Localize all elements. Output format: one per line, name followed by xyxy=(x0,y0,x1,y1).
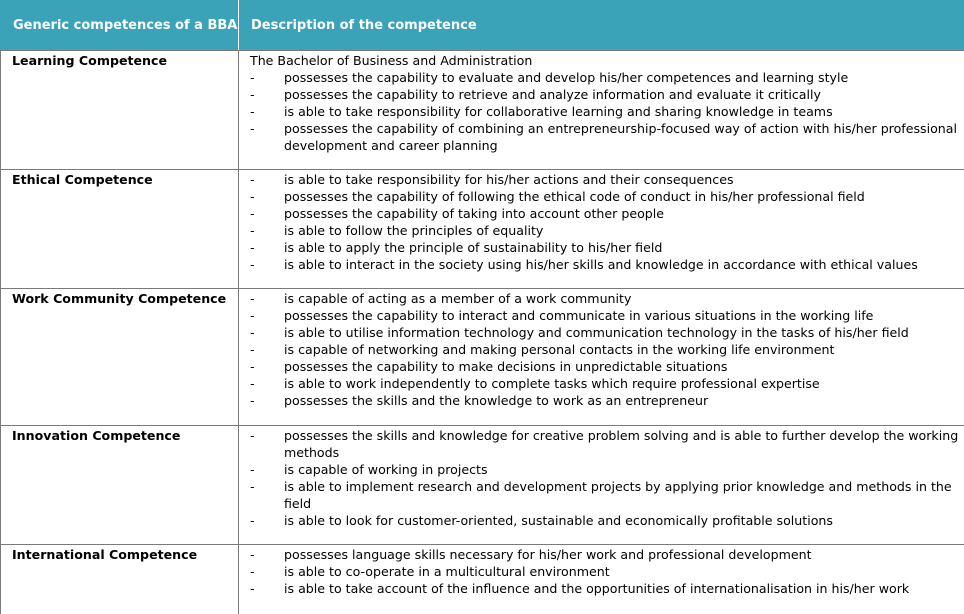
bullet-dash: - xyxy=(250,223,255,238)
list-item-text: is capable of networking and making personal contacts in the working life environment xyxy=(284,342,835,357)
list-item xyxy=(250,392,960,409)
list-item xyxy=(250,86,960,103)
bullet-dash: - xyxy=(250,189,255,204)
table-row xyxy=(1,545,964,614)
list-item xyxy=(250,580,960,597)
list-item xyxy=(250,120,960,154)
list-item-text: possesses the skills and the knowledge to work as an entrepreneur xyxy=(284,393,709,408)
list-item xyxy=(250,205,960,222)
list-item xyxy=(250,103,960,120)
header-row xyxy=(1,0,964,51)
bullet-dash: - xyxy=(250,376,255,391)
competence-description xyxy=(239,426,964,545)
bullet-dash: - xyxy=(250,70,255,85)
list-item-text: possesses the capability of taking into account other people xyxy=(284,206,665,221)
description-list xyxy=(250,69,960,154)
competence-name: Learning Competence xyxy=(1,51,239,170)
competence-name: Work Community Competence xyxy=(1,289,239,426)
list-item xyxy=(250,358,960,375)
list-item-text: possesses the capability of combining an entrepreneurship-focused way of action with his/her professional development and career planning xyxy=(284,121,957,153)
list-item-text: possesses the capability to interact and communicate in various situations in the working life xyxy=(284,308,874,323)
list-item-text: is able to interact in the society using his/her skills and knowledge in accordance with ethical values xyxy=(284,257,918,272)
list-item xyxy=(250,461,960,478)
bullet-dash: - xyxy=(250,581,255,596)
bullet-dash: - xyxy=(250,240,255,255)
list-item xyxy=(250,512,960,529)
bullet-dash: - xyxy=(250,121,255,136)
description-list xyxy=(250,546,960,597)
bullet-dash: - xyxy=(250,359,255,374)
bullet-dash: - xyxy=(250,257,255,272)
list-item xyxy=(250,239,960,256)
list-item xyxy=(250,427,960,461)
bullet-dash: - xyxy=(250,291,255,306)
list-item-text: is able to co-operate in a multicultural environment xyxy=(284,564,610,579)
header-description: Description of the competence xyxy=(239,0,964,51)
list-item xyxy=(250,290,960,307)
list-item-text: is able to apply the principle of sustainability to his/her field xyxy=(284,240,663,255)
list-item-text: possesses the capability to retrieve and analyze information and evaluate it critically xyxy=(284,87,821,102)
bullet-dash: - xyxy=(250,308,255,323)
bullet-dash: - xyxy=(250,87,255,102)
list-item-text: possesses language skills necessary for his/her work and professional development xyxy=(284,547,812,562)
list-item xyxy=(250,188,960,205)
competence-description xyxy=(239,289,964,426)
list-item-text: is able to take responsibility for his/her actions and their consequences xyxy=(284,172,734,187)
table-row xyxy=(1,170,964,289)
list-item-text: is able to implement research and development projects by applying prior knowledge and methods in the field xyxy=(284,479,952,511)
bullet-dash: - xyxy=(250,428,255,443)
list-item-text: is able to take responsibility for collaborative learning and sharing knowledge in teams xyxy=(284,104,833,119)
header-generic-competences: Generic competences of a BBA xyxy=(1,0,239,51)
list-item-text: possesses the capability to evaluate and develop his/her competences and learning style xyxy=(284,70,849,85)
competence-description xyxy=(239,170,964,289)
description-list xyxy=(250,171,960,273)
list-item-text: is able to take account of the influence and the opportunities of internationalisation in his/her work xyxy=(284,581,910,596)
list-item-text: is able to utilise information technology and communication technology in the tasks of his/her field xyxy=(284,325,909,340)
table-body xyxy=(1,51,964,614)
bullet-dash: - xyxy=(250,325,255,340)
list-item-text: possesses the capability of following the ethical code of conduct in his/her professional field xyxy=(284,189,865,204)
table-row xyxy=(1,426,964,545)
list-item-text: is able to work independently to complete tasks which require professional expertise xyxy=(284,376,820,391)
bullet-dash: - xyxy=(250,462,255,477)
bullet-dash: - xyxy=(250,172,255,187)
table-row xyxy=(1,289,964,426)
description-list xyxy=(250,290,960,409)
bullet-dash: - xyxy=(250,513,255,528)
list-item xyxy=(250,171,960,188)
list-item xyxy=(250,375,960,392)
competence-name: International Competence xyxy=(1,545,239,614)
bullet-dash: - xyxy=(250,393,255,408)
table-row xyxy=(1,51,964,170)
list-item xyxy=(250,341,960,358)
bullet-dash: - xyxy=(250,564,255,579)
list-item xyxy=(250,478,960,512)
competence-description xyxy=(239,545,964,614)
list-item-text: possesses the capability to make decisions in unpredictable situations xyxy=(284,359,728,374)
list-item-text: is capable of acting as a member of a work community xyxy=(284,291,632,306)
list-item-text: possesses the skills and knowledge for creative problem solving and is able to further develop the working methods xyxy=(284,428,959,460)
list-item xyxy=(250,307,960,324)
table-header xyxy=(1,0,964,51)
competence-name: Ethical Competence xyxy=(1,170,239,289)
competence-name: Innovation Competence xyxy=(1,426,239,545)
bullet-dash: - xyxy=(250,479,255,494)
list-item xyxy=(250,256,960,273)
list-item xyxy=(250,563,960,580)
list-item xyxy=(250,69,960,86)
bullet-dash: - xyxy=(250,342,255,357)
bullet-dash: - xyxy=(250,547,255,562)
description-intro: The Bachelor of Business and Administration xyxy=(250,53,533,68)
list-item-text: is capable of working in projects xyxy=(284,462,488,477)
description-list xyxy=(250,427,960,529)
list-item-text: is able to follow the principles of equality xyxy=(284,223,544,238)
list-item xyxy=(250,324,960,341)
list-item-text: is able to look for customer-oriented, sustainable and economically profitable solutions xyxy=(284,513,833,528)
list-item xyxy=(250,222,960,239)
bullet-dash: - xyxy=(250,104,255,119)
competence-description xyxy=(239,51,964,170)
bullet-dash: - xyxy=(250,206,255,221)
list-item xyxy=(250,546,960,563)
